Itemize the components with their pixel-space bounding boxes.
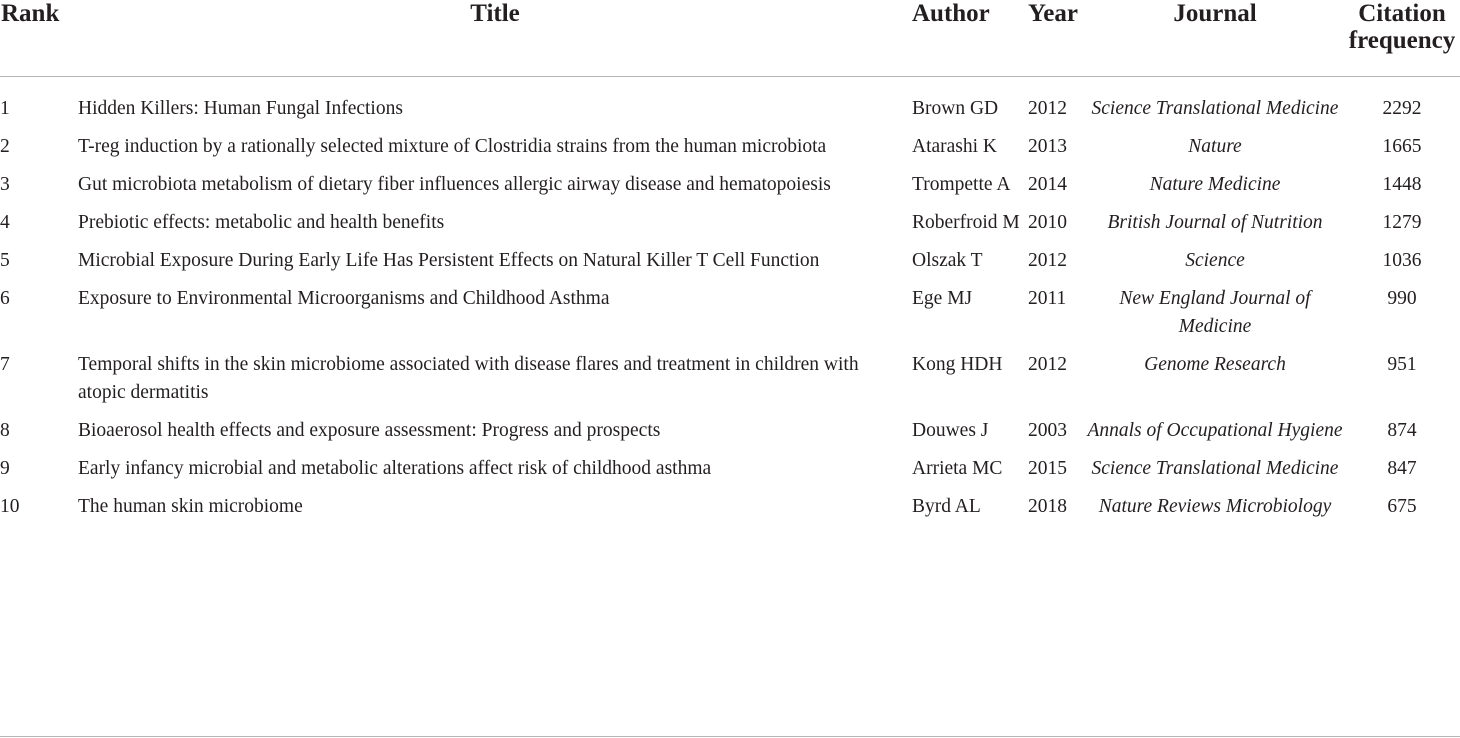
rank-cell: 5	[0, 250, 10, 271]
author-cell: Olszak T	[912, 250, 983, 271]
journal-cell: Science Translational Medicine	[1091, 98, 1339, 119]
year-cell: 2011	[1028, 288, 1067, 309]
citation-cell: 1036	[1382, 250, 1422, 271]
title-cell: The human skin microbiome	[78, 496, 303, 517]
author-cell: Kong HDH	[912, 354, 1003, 375]
author-cell: Trompette A	[912, 174, 1011, 195]
header-author: Author	[912, 0, 1028, 77]
citation-cell: 847	[1387, 458, 1417, 479]
table-row	[0, 133, 1460, 171]
citation-cell: 1665	[1382, 136, 1422, 157]
journal-cell: Genome Research	[1144, 354, 1286, 375]
rank-cell: 4	[0, 212, 10, 233]
rank-cell: 1	[0, 98, 10, 119]
rank-cell: 8	[0, 420, 10, 441]
header-row	[0, 0, 1460, 77]
rank-cell: 2	[0, 136, 10, 157]
table-row	[0, 171, 1460, 209]
author-cell: Ege MJ	[912, 288, 973, 309]
citation-cell: 675	[1387, 496, 1417, 517]
citation-cell: 2292	[1382, 98, 1422, 119]
year-cell: 2012	[1028, 98, 1067, 119]
title-cell: Exposure to Environmental Microorganisms and Childhood Asthma	[78, 288, 610, 309]
title-cell: Temporal shifts in the skin microbiome associated with disease flares and treatment in children with atopic dermatitis	[78, 354, 859, 403]
table-row	[0, 77, 1460, 134]
year-cell: 2018	[1028, 496, 1067, 517]
rank-cell: 7	[0, 354, 10, 375]
header-journal: Journal	[1086, 0, 1344, 77]
header-title: Title	[78, 0, 912, 77]
title-cell: Bioaerosol health effects and exposure assessment: Progress and prospects	[78, 420, 661, 441]
citation-cell: 874	[1387, 420, 1417, 441]
year-cell: 2012	[1028, 250, 1067, 271]
journal-cell: Science	[1185, 250, 1245, 271]
journal-cell: Science Translational Medicine	[1091, 458, 1339, 479]
header-year: Year	[1028, 0, 1086, 77]
table-row	[0, 247, 1460, 285]
year-cell: 2015	[1028, 458, 1067, 479]
year-cell: 2010	[1028, 212, 1067, 233]
author-cell: Arrieta MC	[912, 458, 1003, 479]
table-row	[0, 455, 1460, 493]
citation-cell: 990	[1387, 288, 1417, 309]
table-row	[0, 209, 1460, 247]
title-cell: Microbial Exposure During Early Life Has Persistent Effects on Natural Killer T Cell Function	[78, 250, 820, 271]
header-rank: Rank	[0, 0, 78, 77]
author-cell: Roberfroid M	[912, 212, 1020, 233]
rank-cell: 6	[0, 288, 10, 309]
table-row	[0, 351, 1460, 417]
title-cell: Hidden Killers: Human Fungal Infections	[78, 98, 403, 119]
title-cell: T-reg induction by a rationally selected mixture of Clostridia strains from the human microbiota	[78, 136, 827, 157]
title-cell: Gut microbiota metabolism of dietary fiber influences allergic airway disease and hematopoiesis	[78, 174, 831, 195]
author-cell: Douwes J	[912, 420, 989, 441]
year-cell: 2013	[1028, 136, 1067, 157]
table-row	[0, 285, 1460, 351]
year-cell: 2003	[1028, 420, 1067, 441]
citation-cell: 951	[1387, 354, 1417, 375]
rank-cell: 3	[0, 174, 10, 195]
journal-cell: British Journal of Nutrition	[1107, 212, 1323, 233]
year-cell: 2012	[1028, 354, 1067, 375]
rank-cell: 9	[0, 458, 10, 479]
author-cell: Byrd AL	[912, 496, 981, 517]
journal-cell: Nature Reviews Microbiology	[1098, 496, 1332, 517]
citation-cell: 1448	[1382, 174, 1422, 195]
journal-cell: Nature	[1188, 136, 1242, 157]
rank-cell: 10	[0, 496, 20, 517]
journal-cell: Nature Medicine	[1149, 174, 1281, 195]
year-cell: 2014	[1028, 174, 1067, 195]
title-cell: Prebiotic effects: metabolic and health benefits	[78, 212, 445, 233]
title-cell: Early infancy microbial and metabolic alterations affect risk of childhood asthma	[78, 458, 712, 479]
header-citation-frequency: Citation frequency	[1344, 0, 1460, 77]
journal-cell: New England Journal of Medicine	[1119, 288, 1311, 337]
author-cell: Brown GD	[912, 98, 999, 119]
table-row	[0, 493, 1460, 541]
author-cell: Atarashi K	[912, 136, 998, 157]
journal-cell: Annals of Occupational Hygiene	[1087, 420, 1343, 441]
citation-cell: 1279	[1382, 212, 1422, 233]
table-row	[0, 417, 1460, 455]
table-bottom-rule	[0, 736, 1460, 737]
